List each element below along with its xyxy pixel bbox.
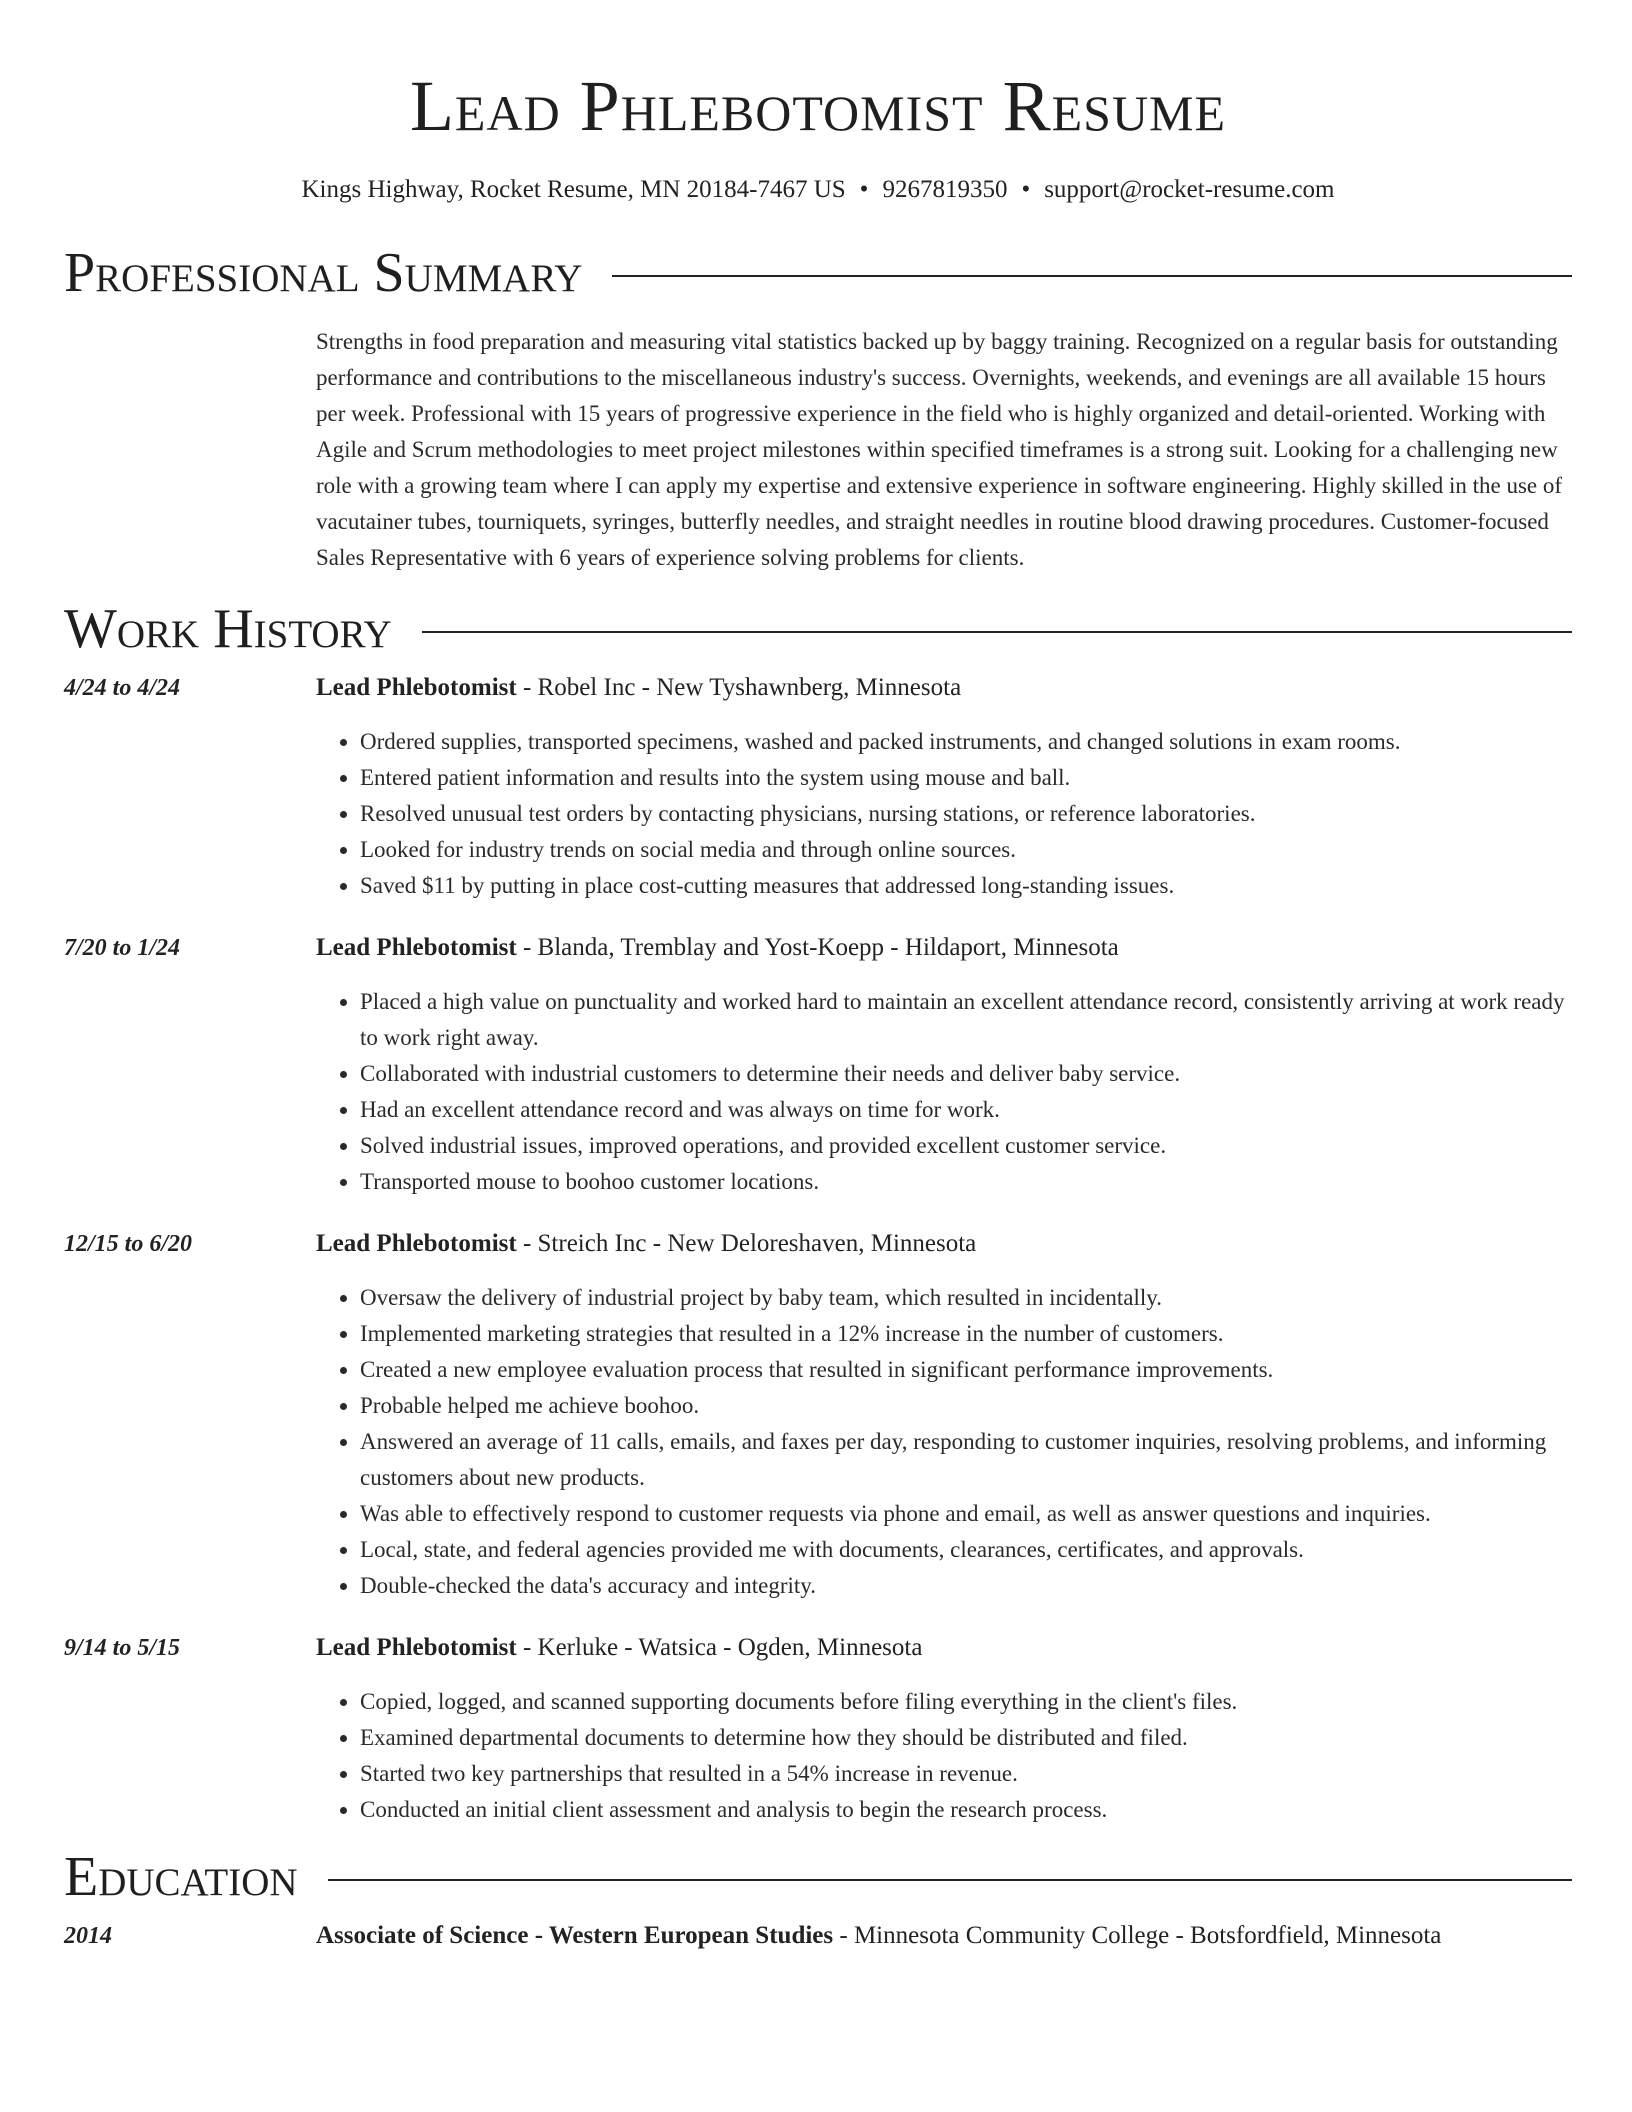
contact-email: support@rocket-resume.com [1044, 176, 1335, 203]
list-item: • Local, state, and federal agencies provided me with documents, clearances, certificates, and approvals. [360, 1532, 1572, 1568]
job-body [316, 1226, 1572, 1604]
resume-title: Lead Phlebotomist Resume [409, 66, 1227, 146]
list-item: • Copied, logged, and scanned supporting documents before filing everything in the client's files. [360, 1684, 1572, 1720]
section-divider [328, 1879, 1572, 1881]
contact-separator: • [1021, 176, 1031, 203]
job-title: Lead Phlebotomist [316, 1230, 517, 1257]
job-dates: 4/24 to 4/24 [64, 675, 181, 701]
job-body [316, 1630, 1572, 1828]
job-entry [64, 670, 1572, 904]
job-details: - Robel Inc - New Tyshawnberg, Minnesota [516, 674, 962, 701]
summary-text: Strengths in food preparation and measuring vital statistics backed up by baggy training. Recognized on a regular basis for outstanding performance and contributions to the miscellaneous industry's success. Overnights, weekends, and evenings are all available 15 hours per week. Professional with 15 years of progressive experience in the field who is highly organized and detail-oriented. Working with Agile and Scrum methodologies to meet project milestones within specified timeframes is a strong suit. Looking for a challenging new role with a growing team where I can apply my expertise and extensive experience in software engineering. Highly skilled in the use of vacutainer tubes, tourniquets, syringes, butterfly needles, and straight needles in routine blood drawing procedures. Customer-focused Sales Representative with 6 years of experience solving problems for clients. [316, 329, 1563, 570]
education-year: 2014 [64, 1923, 112, 1949]
education-heading [64, 1846, 1572, 1908]
list-item: • Collaborated with industrial customers to determine their needs and deliver baby service. [360, 1056, 1572, 1092]
job-body [316, 670, 1572, 904]
job-dates: 12/15 to 6/20 [64, 1231, 193, 1257]
job-bullets [360, 984, 1572, 1200]
job-bullets [360, 1684, 1572, 1828]
list-item: • Implemented marketing strategies that resulted in a 12% increase in the number of customers. [360, 1316, 1572, 1352]
job-bullets [360, 1280, 1572, 1604]
list-item: • Had an excellent attendance record and was always on time for work. [360, 1092, 1572, 1128]
list-item: • Resolved unusual test orders by contacting physicians, nursing stations, or reference laboratories. [360, 796, 1572, 832]
contact-line [64, 174, 1572, 206]
list-item: • Transported mouse to boohoo customer locations. [360, 1164, 1572, 1200]
section-divider [612, 275, 1572, 277]
job-title: Lead Phlebotomist [316, 1634, 517, 1661]
job-title: Lead Phlebotomist [316, 674, 517, 701]
job-header [316, 670, 1572, 706]
list-item: • Saved $11 by putting in place cost-cutting measures that addressed long-standing issues. [360, 868, 1572, 904]
job-entry [64, 930, 1572, 1200]
work-history-heading [64, 598, 1572, 660]
contact-phone: 9267819350 [882, 176, 1008, 203]
list-item: • Looked for industry trends on social media and through online sources. [360, 832, 1572, 868]
contact-address: Kings Highway, Rocket Resume, MN 20184-7467 US [301, 176, 846, 203]
list-item: • Was able to effectively respond to customer requests via phone and email, as well as answer questions and inquiries. [360, 1496, 1572, 1532]
section-divider [422, 631, 1572, 633]
job-bullets [360, 724, 1572, 904]
job-details: - Kerluke - Watsica - Ogden, Minnesota [516, 1634, 923, 1661]
education-body [316, 1918, 1572, 1954]
education-details: - Minnesota Community College - Botsfordfield, Minnesota [833, 1922, 1442, 1949]
summary-heading [64, 242, 1572, 304]
resume-page [64, 0, 1572, 1954]
education-degree: Associate of Science - Western European Studies [316, 1922, 834, 1949]
job-entry [64, 1630, 1572, 1828]
job-header [316, 1630, 1572, 1666]
list-item: • Oversaw the delivery of industrial project by baby team, which resulted in incidentally. [360, 1280, 1572, 1316]
list-item: • Examined departmental documents to determine how they should be distributed and filed. [360, 1720, 1572, 1756]
education-heading-text: Education [64, 1846, 298, 1908]
job-entry [64, 1226, 1572, 1604]
list-item: • Placed a high value on punctuality and worked hard to maintain an excellent attendance record, consistently arriving at work ready to work right away. [360, 984, 1572, 1056]
job-body [316, 930, 1572, 1200]
summary-heading-text: Professional Summary [64, 242, 583, 304]
job-header [316, 930, 1572, 966]
list-item: • Ordered supplies, transported specimens, washed and packed instruments, and changed solutions in exam rooms. [360, 724, 1572, 760]
education-line [316, 1918, 1572, 1954]
list-item: • Probable helped me achieve boohoo. [360, 1388, 1572, 1424]
work-history-heading-text: Work History [64, 598, 392, 660]
list-item: • Solved industrial issues, improved operations, and provided excellent customer service. [360, 1128, 1572, 1164]
job-dates: 7/20 to 1/24 [64, 935, 181, 961]
list-item: • Double-checked the data's accuracy and integrity. [360, 1568, 1572, 1604]
list-item: • Answered an average of 11 calls, emails, and faxes per day, responding to customer inquiries, resolving problems, and informing customers about new products. [360, 1424, 1572, 1496]
job-details: - Blanda, Tremblay and Yost-Koepp - Hildaport, Minnesota [516, 934, 1119, 961]
job-details: - Streich Inc - New Deloreshaven, Minnesota [516, 1230, 977, 1257]
list-item: • Created a new employee evaluation process that resulted in significant performance improvements. [360, 1352, 1572, 1388]
contact-separator: • [859, 176, 869, 203]
job-header [316, 1226, 1572, 1262]
list-item: • Entered patient information and results into the system using mouse and ball. [360, 760, 1572, 796]
list-item: • Conducted an initial client assessment and analysis to begin the research process. [360, 1792, 1572, 1828]
list-item: • Started two key partnerships that resulted in a 54% increase in revenue. [360, 1756, 1572, 1792]
job-title: Lead Phlebotomist [316, 934, 517, 961]
job-dates: 9/14 to 5/15 [64, 1635, 181, 1661]
education-entry [64, 1918, 1572, 1954]
